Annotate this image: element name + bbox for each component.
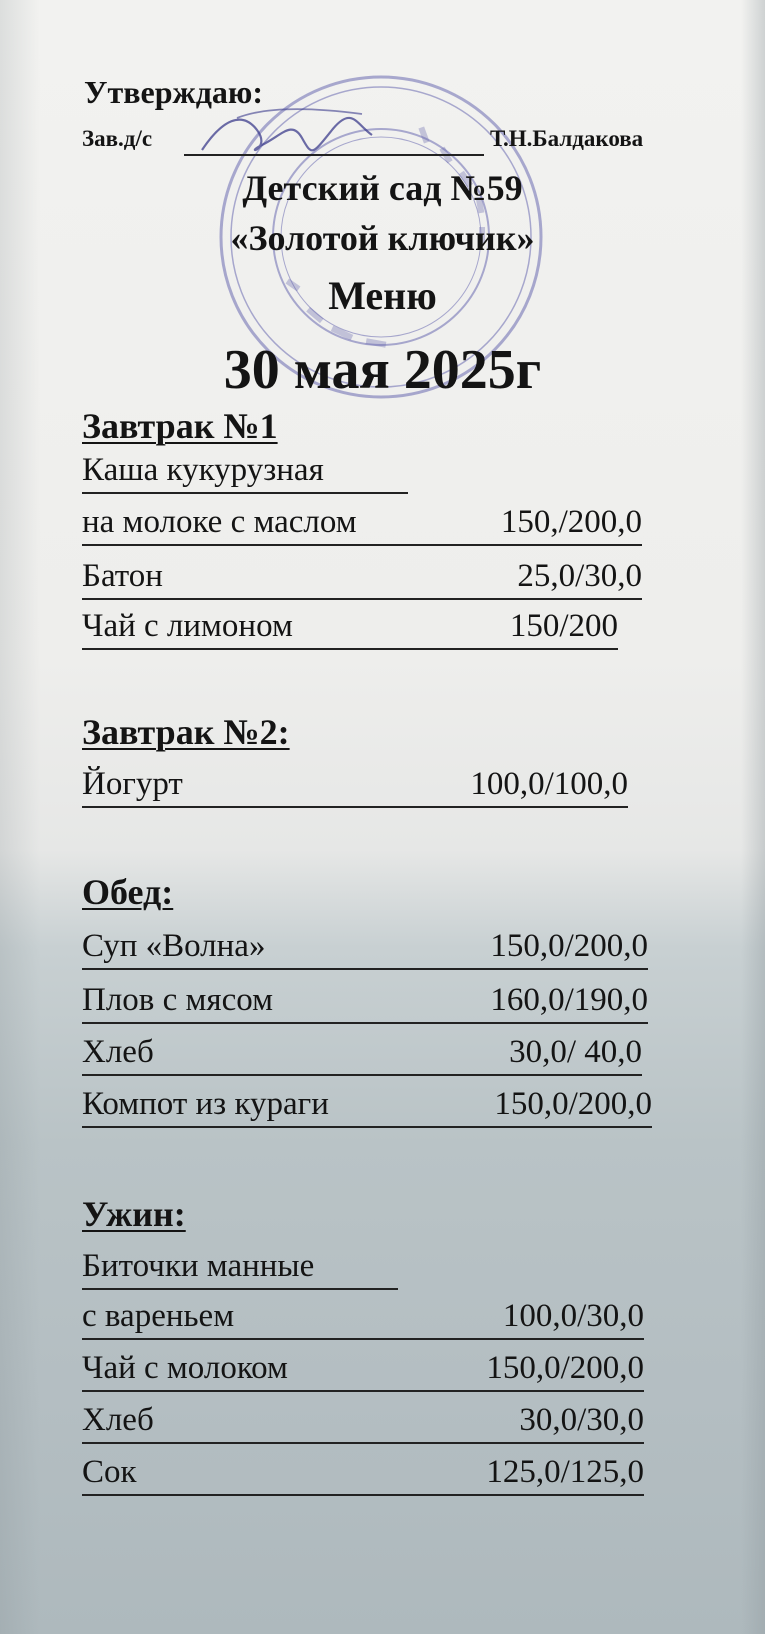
dish-name: Компот из кураги [82, 1086, 329, 1122]
menu-row [82, 1294, 644, 1340]
dish-portion: 150/200 [509, 608, 618, 644]
dish-name: Плов с мясом [82, 982, 273, 1018]
menu-row [82, 1346, 644, 1392]
menu-row [82, 1082, 652, 1128]
dish-portion: 150,0/200,0 [486, 1350, 644, 1386]
dish-name: Батон [82, 558, 163, 594]
dish-portion: 150,0/200,0 [494, 1086, 652, 1122]
menu-row [82, 1244, 398, 1290]
dish-portion: 150,/200,0 [500, 504, 642, 540]
dish-name: Суп «Волна» [82, 928, 266, 964]
dish-portion: 125,0/125,0 [486, 1454, 644, 1490]
director-name: Т.Н.Балдакова [490, 126, 644, 151]
section-title-breakfast-2: Завтрак №2: [82, 712, 290, 752]
dish-name: Хлеб [82, 1402, 154, 1438]
menu-date: 30 мая 2025г [223, 339, 542, 401]
dish-portion: 30,0/30,0 [519, 1402, 644, 1438]
dish-name: Йогурт [82, 766, 183, 802]
position-label: Зав.д/с [82, 126, 153, 151]
dish-portion: 100,0/30,0 [502, 1298, 644, 1334]
dish-name: Биточки манные [82, 1248, 315, 1284]
menu-row [82, 604, 618, 650]
menu-row [82, 1398, 644, 1444]
menu-row [82, 924, 648, 970]
menu-title: Меню [328, 273, 437, 318]
dish-name: Каша кукурузная [82, 452, 324, 488]
kindergarten-name: «Золотой ключик» [230, 218, 535, 258]
section-title-dinner: Ужин: [82, 1194, 186, 1234]
dish-name: Чай с молоком [82, 1350, 288, 1386]
menu-row [82, 448, 408, 494]
kindergarten-number: Детский сад №59 [242, 168, 523, 208]
menu-row [82, 1450, 644, 1496]
signature-line [82, 126, 642, 160]
menu-row [82, 554, 642, 600]
dish-portion: 25,0/30,0 [517, 558, 642, 594]
dish-portion: 30,0/ 40,0 [509, 1034, 642, 1070]
dish-name: с вареньем [82, 1298, 235, 1334]
menu-row [82, 500, 642, 546]
dish-portion: 150,0/200,0 [490, 928, 648, 964]
dish-portion: 100,0/100,0 [470, 766, 628, 802]
menu-row [82, 978, 648, 1024]
dish-name: Хлеб [82, 1034, 154, 1070]
dish-name: на молоке с маслом [82, 504, 357, 540]
section-title-lunch: Обед: [82, 872, 174, 912]
dish-name: Чай с лимоном [82, 608, 293, 644]
menu-row [82, 762, 628, 808]
dish-portion: 160,0/190,0 [490, 982, 648, 1018]
menu-row [82, 1030, 642, 1076]
signature-underline [184, 154, 484, 156]
dish-name: Сок [82, 1454, 137, 1490]
section-title-breakfast-1: Завтрак №1 [82, 406, 278, 446]
approve-label: Утверждаю: [84, 74, 263, 110]
